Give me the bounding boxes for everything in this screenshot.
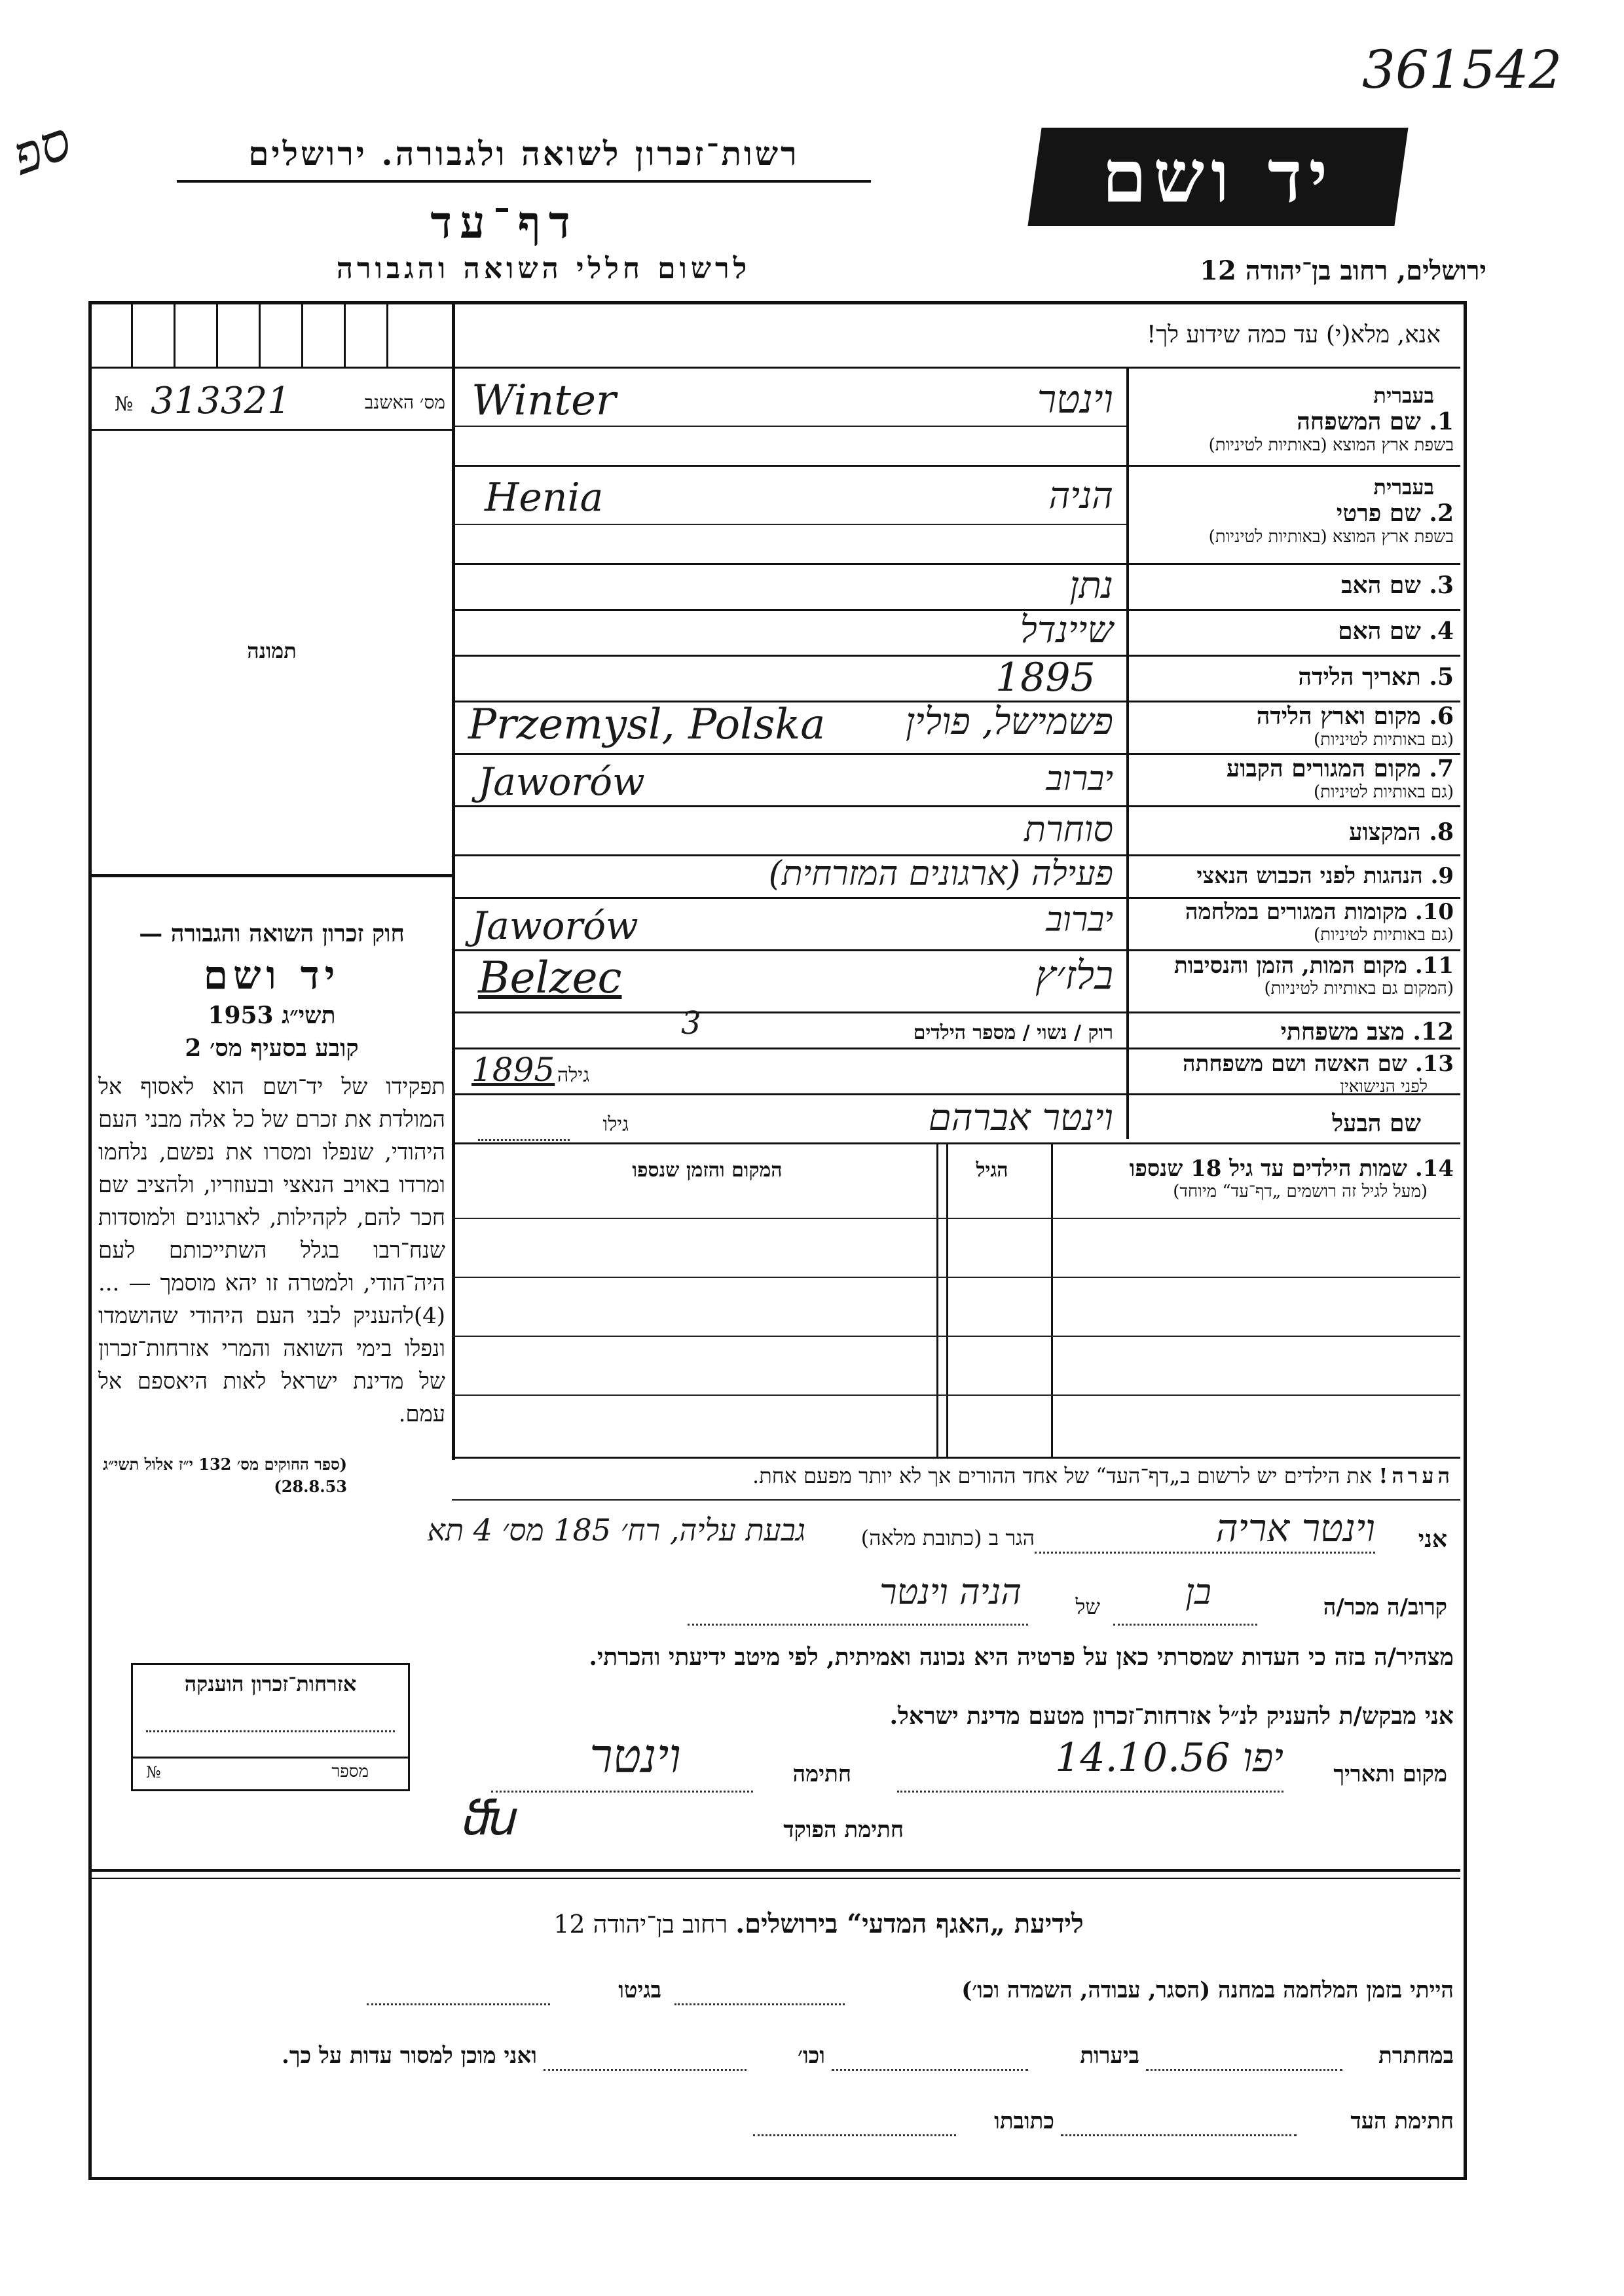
- field-number: 5.: [1429, 663, 1454, 691]
- husband-name-value[interactable]: וינטר אברהם: [928, 1097, 1113, 1139]
- row-line: [452, 655, 1460, 657]
- first-name-latin[interactable]: Henia: [485, 475, 604, 520]
- box-tick: [259, 304, 261, 367]
- etc-label: וכו׳: [798, 2043, 825, 2069]
- field-label: מקומות המגורים במלחמה: [1185, 899, 1407, 925]
- field-label: מקום וארץ הלידה: [1256, 702, 1421, 730]
- archive-number: [1362, 39, 1562, 100]
- field-label: שם האשה ושם משפחתה: [1183, 1051, 1407, 1077]
- note-text: את הילדים יש לרשום ב„דף־העד“ של אחד ההורים אך לא יותר מפעם אחת.: [752, 1463, 1373, 1488]
- of-value[interactable]: הניה וינטר: [879, 1571, 1022, 1613]
- request-text: אני מבקש/ת להעניק לנ״ל אזרחות־זכרון מטעם מדינת ישראל.: [889, 1702, 1454, 1730]
- field-number: 10.: [1414, 899, 1454, 925]
- file-no-label: מס׳ האשנב: [364, 392, 445, 413]
- residence-latin[interactable]: Jaworów: [478, 759, 645, 804]
- field-label: מקום המות, הזמן והנסיבות: [1173, 953, 1407, 979]
- law-text: תפקידו של יד־ושם הוא לאסוף אל המולדת את זכרם של כל אלה מבני העם היהודי, שנפלו ומסרו את נפשם, נלחמו ומרדו באויב הנאצי ובעוזריו, ולהציב שם חכר להם, לקהילות, לארגונים ולמוסדות שנח־רבו בגלל השתייכותם לעם היה־הודי, ולמטרה זו יהא מוסמך — ...(4)להעניק לבני העם היהודי שהושמדו ונפלו בימי השואה והמרי אזרחות־זכרון של מדינת ישראל לאות היאספם אל עמם.: [98, 1074, 445, 1427]
- box-tick: [301, 304, 303, 367]
- underground-line: [1146, 2069, 1342, 2071]
- children-row: [452, 1336, 1460, 1337]
- ghetto-label: בגיטו: [618, 1977, 661, 2003]
- camp-line-blank: [674, 2003, 845, 2005]
- resides-label: הגר ב (כתובת מלאה): [860, 1525, 1035, 1550]
- children-header-sub: (מעל לגיל זה רושמים „דף־עד“ מיוחד): [1173, 1182, 1428, 1201]
- relative-label: קרוב/ה מכר/ה: [1323, 1594, 1447, 1620]
- intro-text: אנא, מלא(י) עד כמה שידוע לך!: [1146, 321, 1441, 348]
- wife-age-label: גילה: [557, 1064, 589, 1087]
- field-number: 9.: [1430, 863, 1454, 889]
- bottom-address: רחוב בן־יהודה 12: [553, 1910, 728, 1939]
- law-section: קובע בסעיף מס׳ 2: [185, 1034, 359, 1062]
- field-label: הנהגות לפני הכבוש הנאצי: [1196, 863, 1423, 889]
- declare-text: מצהיר/ה בזה כי העדות שמסרתי כאן על פרטיה היא נכונה ואמיתית, לפי מיטב ידיעתי והכרתי.: [589, 1643, 1454, 1671]
- field-maiden-name: [1133, 1051, 1454, 1097]
- field-sub: (גם באותיות לטיניות): [1313, 925, 1454, 945]
- field-number: 7.: [1429, 755, 1454, 782]
- death-place-hebrew[interactable]: בלז׳ץ: [1035, 953, 1113, 998]
- birthplace-hebrew[interactable]: פשמישל, פולין: [905, 701, 1113, 743]
- archive-number-text: 361542: [1362, 39, 1562, 100]
- forests-line: [832, 2069, 1028, 2071]
- husband-age-line: [478, 1139, 570, 1141]
- authority-underline: [177, 180, 871, 183]
- photo-box-bottom: [92, 874, 452, 877]
- note-label: הערה!: [1378, 1463, 1454, 1488]
- citizenship-no-mark: №: [146, 1763, 161, 1781]
- children-header-age: הגיל: [976, 1159, 1008, 1182]
- mother-name-value[interactable]: שיינדל: [1020, 609, 1113, 651]
- field-sub: בשפת ארץ המוצא (באותיות לטיניות): [1208, 527, 1454, 547]
- children-count[interactable]: 3: [681, 1005, 701, 1042]
- residence-hebrew[interactable]: יברוב: [1046, 759, 1113, 799]
- children-col-divider: [946, 1142, 948, 1457]
- box-tick: [216, 304, 218, 367]
- field-label: המקצוע: [1349, 818, 1421, 846]
- file-no-underline: [92, 429, 452, 431]
- field-birth-date: [1133, 663, 1454, 691]
- witness-signature-label: חתימת העד: [1350, 2108, 1454, 2134]
- hebrew-tag: בעברית: [1373, 383, 1434, 408]
- place-date-line: [897, 1791, 1283, 1793]
- birthplace-latin[interactable]: Przemysl, Polska: [468, 701, 826, 749]
- field-number: 14.: [1414, 1156, 1454, 1182]
- camp-line: הייתי בזמן המלחמה במחנה (הסגר, עבודה, השמדה וכו׳): [961, 1977, 1454, 2003]
- declarant-address[interactable]: גבעת עליה, רח׳ 185 מס׳ 4 תא: [427, 1512, 805, 1548]
- field-number: 8.: [1429, 818, 1454, 846]
- law-year: תשי״ג 1953: [208, 1002, 336, 1029]
- section-separator: [92, 1878, 1460, 1879]
- wife-age-value[interactable]: 1895: [471, 1051, 555, 1089]
- citizenship-number-label: מספר: [331, 1762, 369, 1781]
- box-tick: [386, 304, 388, 367]
- field-number: 2.: [1429, 500, 1454, 527]
- field-sub: (גם באותיות לטיניות): [1313, 730, 1454, 750]
- header-address: ירושלים, רחוב בן־יהודה 12: [1200, 255, 1486, 286]
- field-birthplace: [1133, 702, 1454, 750]
- officer-label: חתימת הפוקד: [783, 1817, 904, 1843]
- father-name-value[interactable]: נתן: [1069, 564, 1113, 607]
- witness-sig-line: [1061, 2134, 1297, 2136]
- row-line: [452, 367, 1460, 369]
- logo-text: יד ושם: [1101, 134, 1335, 219]
- citizenship-box-title: אזרחות־זכרון הוענקה: [184, 1671, 357, 1696]
- forests-label: ביערות: [1080, 2043, 1139, 2069]
- first-name-hebrew[interactable]: הניה: [1048, 475, 1113, 517]
- number-boxes-bottom: [92, 367, 452, 369]
- field-marital-status: [1133, 1018, 1454, 1046]
- field-number: 13.: [1414, 1051, 1454, 1077]
- family-name-latin[interactable]: Winter: [471, 376, 616, 425]
- field-number: 11.: [1414, 953, 1454, 979]
- children-header-place: המקום והזמן שנספו: [632, 1159, 783, 1182]
- children-row: [452, 1218, 1460, 1219]
- marital-options[interactable]: רוק / נשוי / מספר הילדים: [913, 1021, 1113, 1044]
- husband-age-label: גילו: [602, 1113, 629, 1136]
- citizenship-box: [131, 1663, 410, 1791]
- place-date-label: מקום ותאריך: [1333, 1761, 1447, 1787]
- left-col-divider: [452, 301, 455, 1460]
- field-number: 6.: [1429, 702, 1454, 730]
- field-label: שם המשפחה: [1297, 408, 1421, 435]
- handwritten-mark: ספ: [4, 109, 79, 187]
- row-split: [452, 524, 1126, 525]
- row-line: [452, 1142, 1460, 1144]
- field-number: 3.: [1429, 572, 1454, 599]
- of-label: של: [1075, 1594, 1100, 1619]
- children-row: [452, 1394, 1460, 1396]
- bottom-title-text: לידיעת „האגף המדעי“ בירושלים.: [735, 1908, 1084, 1939]
- row-line: [452, 1011, 1460, 1013]
- death-place-latin[interactable]: Belzec: [478, 953, 622, 1003]
- law-reference: (ספר החוקים מס׳ 132 י״ז אלול תשי״ג 28.8.53): [103, 1455, 347, 1496]
- field-profession: [1133, 818, 1454, 846]
- etc-line: [544, 2069, 747, 2071]
- of-line: [688, 1624, 1028, 1626]
- field-death-place: [1133, 953, 1454, 998]
- profession-value[interactable]: סוחרת: [1024, 809, 1113, 850]
- field-sub: (המקום גם באותיות לטיניות): [1264, 979, 1454, 998]
- page-title: דף־עד: [430, 196, 578, 249]
- law-name: יד ושם: [203, 953, 341, 998]
- field-label: שם פרטי: [1336, 500, 1421, 527]
- row-line: [452, 1048, 1460, 1049]
- row-split: [452, 426, 1126, 427]
- field-number: 4.: [1429, 617, 1454, 645]
- officer-signature: ﬓ: [458, 1791, 515, 1846]
- page-subtitle: לרשום חללי השואה והגבורה: [336, 252, 751, 285]
- photo-label: תמונה: [247, 638, 297, 663]
- citizenship-line: [146, 1730, 395, 1732]
- citizenship-divider: [133, 1757, 408, 1758]
- family-name-hebrew[interactable]: וינטר: [1037, 376, 1113, 422]
- field-sub: לפני הנישואין: [1340, 1077, 1428, 1097]
- declarant-name[interactable]: וינטר אריה: [1215, 1506, 1375, 1550]
- place-date-value[interactable]: יפו 14.10.56: [1055, 1735, 1283, 1781]
- field-label: תאריך הלידה: [1298, 663, 1421, 691]
- yad-vashem-logo: [1027, 128, 1408, 226]
- children-table-bottom: [452, 1457, 1460, 1459]
- field-label: מצב משפחתי: [1280, 1018, 1405, 1046]
- field-war-residence: [1133, 899, 1454, 945]
- field-label: שם האב: [1341, 572, 1421, 599]
- war-residence-hebrew[interactable]: יברוב: [1046, 900, 1113, 939]
- ghetto-line: [367, 2003, 550, 2005]
- field-husband-name: [1133, 1110, 1421, 1137]
- field-mother-name: [1133, 617, 1454, 645]
- file-no-value: 313321: [151, 380, 291, 422]
- signature-line: [491, 1791, 753, 1793]
- law-title: חוק זכרון השואה והגבורה —: [139, 920, 405, 947]
- field-label: שם האם: [1338, 617, 1421, 645]
- row-line: [452, 805, 1460, 807]
- bottom-title: [458, 1908, 1179, 1939]
- children-col-divider: [1051, 1142, 1053, 1457]
- field-label: שם הבעל: [1332, 1110, 1421, 1137]
- signature-label: חתימה: [792, 1761, 851, 1787]
- field-father-name: [1133, 572, 1454, 599]
- field-activities: [1133, 863, 1454, 889]
- file-no-mark: №: [115, 393, 134, 416]
- field-sub: (גם באותיות לטיניות): [1313, 782, 1454, 802]
- hebrew-tag: בעברית: [1373, 475, 1434, 500]
- field-number: 12.: [1412, 1018, 1454, 1046]
- ready-text: ואני מוכן למסור עדות על כך.: [282, 2043, 537, 2069]
- children-col-divider: [936, 1142, 938, 1457]
- box-tick: [174, 304, 175, 367]
- witness-address-line: [753, 2134, 956, 2136]
- underground-label: במחתרת: [1378, 2043, 1454, 2069]
- children-table-header: [1054, 1156, 1454, 1201]
- declarant-name-line: [1035, 1552, 1375, 1554]
- relation-line: [1113, 1624, 1257, 1626]
- activities-value[interactable]: פעילה (ארגונים המזרחית): [768, 854, 1113, 894]
- declarant-i-label: אני: [1418, 1525, 1447, 1553]
- children-row: [452, 1277, 1460, 1278]
- witness-address-label: כתובתו: [994, 2108, 1054, 2134]
- box-tick: [344, 304, 346, 367]
- authority-heading: רשות־זכרון לשואה ולגבורה. ירושלים: [248, 134, 800, 173]
- field-label: מקום המגורים הקבוע: [1226, 755, 1421, 782]
- signature-value[interactable]: וינטר: [589, 1728, 681, 1783]
- section-separator: [92, 1869, 1460, 1872]
- relation-value[interactable]: בן: [1185, 1571, 1211, 1613]
- field-number: 1.: [1429, 408, 1454, 435]
- field-sub: בשפת ארץ המוצא (באותיות לטיניות): [1208, 435, 1454, 455]
- row-line: [452, 949, 1460, 951]
- row-line: [452, 465, 1460, 467]
- birth-date-value[interactable]: 1895: [995, 655, 1096, 701]
- field-first-name: [1133, 475, 1454, 547]
- field-family-name: [1133, 383, 1454, 455]
- note-underline: [452, 1499, 1460, 1501]
- box-tick: [131, 304, 133, 367]
- note: [471, 1463, 1454, 1488]
- field-residence: [1133, 755, 1454, 802]
- war-residence-latin[interactable]: Jaworów: [471, 903, 638, 948]
- children-header-names: שמות הילדים עד גיל 18 שנספו: [1129, 1156, 1407, 1182]
